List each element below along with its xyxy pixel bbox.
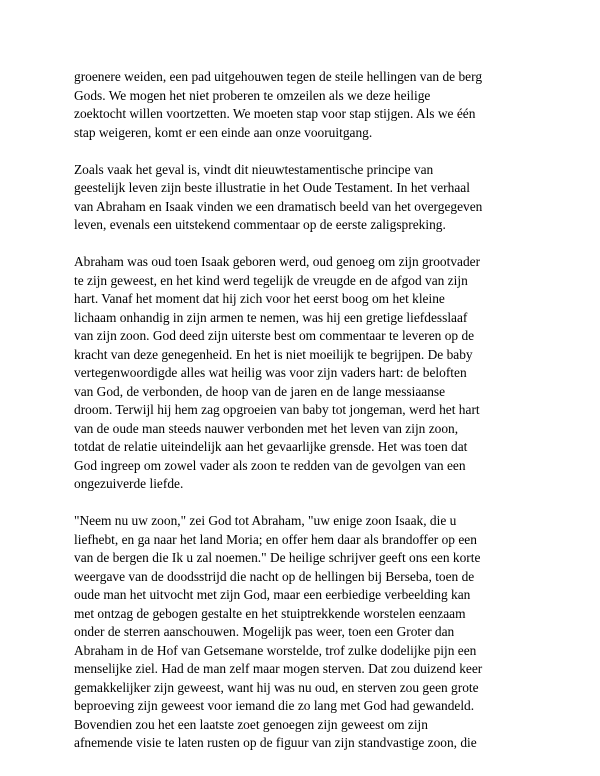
- text-line: ongezuiverde liefde.: [74, 476, 184, 491]
- text-line: leven, evenals een uitstekend commentaar op de eerste zaligspreking.: [74, 217, 446, 232]
- text-line: droom. Terwijl hij hem zag opgroeien van baby tot jongeman, werd het hart: [74, 402, 480, 417]
- text-line: weergave van de doodsstrijd die nacht op de hellingen bij Berseba, toen de: [74, 568, 475, 584]
- text-line: stap weigeren, komt er een einde aan onze vooruitgang.: [74, 124, 373, 140]
- text-line: van zijn zoon. God deed zijn uiterste best om commentaar te leveren op de: [74, 328, 475, 343]
- text-line: onder de sterren aanschouwen. Mogelijk pas weer, toen een Groter dan: [74, 624, 455, 639]
- text-line: geestelijk leven zijn beste illustratie in het Oude Testament. In het verhaal: [74, 180, 470, 195]
- text-line: Bovendien zou het een laatste zoet genoegen zijn geweest om zijn: [74, 716, 428, 732]
- text-line: van de bergen die Ik u zal noemen." De heilige schrijver geeft ons een korte: [74, 550, 481, 565]
- text-line: God ingreep om zowel vader als zoon te redden van de gevolgen van een: [74, 457, 466, 473]
- text-line: afnemende visie te laten rusten op de figuur van zijn standvastige zoon, die: [74, 735, 477, 750]
- document-page: [74, 68, 544, 771]
- text-line: beproeving zijn geweest voor iemand die zo lang met God had gewandeld.: [74, 698, 475, 713]
- text-line: hart. Vanaf het moment dat hij zich voor het eerst boog om het kleine: [74, 291, 445, 306]
- text-line: kracht van deze genegenheid. En het is niet moeilijk te begrijpen. De baby: [74, 346, 473, 362]
- paragraph-2: [74, 161, 544, 235]
- text-line: Abraham in de Hof van Getsemane worstelde, trof zulke dodelijke pijn een: [74, 642, 477, 658]
- text-line: groenere weiden, een pad uitgehouwen tegen de steile hellingen van de berg: [74, 69, 483, 84]
- text-line: Gods. We mogen het niet proberen te omzeilen als we deze heilige: [74, 87, 431, 103]
- text-line: zoektocht willen voortzetten. We moeten stap voor stap stijgen. Als we één: [74, 106, 476, 121]
- text-line: oude man het uitvocht met zijn God, maar een eerbiedige verbeelding kan: [74, 587, 471, 602]
- text-line: van Abraham en Isaak vinden we een dramatisch beeld van het overgegeven: [74, 198, 483, 214]
- text-line: te zijn geweest, en het kind werd tegelijk de vreugde en de afgod van zijn: [74, 272, 468, 288]
- paragraph-3: [74, 253, 544, 494]
- text-line: met ontzag de gebogen gestalte en het stuiptrekkende worstelen eenzaam: [74, 605, 466, 621]
- text-line: liefhebt, en ga naar het land Moria; en offer hem daar als brandoffer op een: [74, 531, 477, 547]
- text-line: Zoals vaak het geval is, vindt dit nieuwtestamentische principe van: [74, 161, 434, 177]
- text-line: totdat de relatie uiteindelijk aan het gevaarlijke grensde. Het was toen dat: [74, 439, 468, 454]
- text-line: Abraham was oud toen Isaak geboren werd, oud genoeg om zijn grootvader: [74, 254, 481, 269]
- text-line: van de oude man steeds nauwer verbonden met het leven van zijn zoon,: [74, 420, 459, 436]
- text-line: menselijke ziel. Had de man zelf maar mogen sterven. Dat zou duizend keer: [74, 661, 483, 676]
- text-line: lichaam onhandig in zijn armen te nemen, was hij een gretige liefdesslaaf: [74, 309, 468, 325]
- paragraph-4: [74, 512, 544, 753]
- text-line: "Neem nu uw zoon," zei God tot Abraham, "uw enige zoon Isaak, die u: [74, 513, 457, 528]
- text-line: van God, de verbonden, de hoop van de jaren en de lange messiaanse: [74, 383, 446, 399]
- paragraph-1: [74, 68, 544, 142]
- text-line: gemakkelijker zijn geweest, want hij was nu oud, en sterven zou geen grote: [74, 679, 479, 695]
- text-line: vertegenwoordigde alles wat heilig was voor zijn vaders hart: de beloften: [74, 365, 467, 380]
